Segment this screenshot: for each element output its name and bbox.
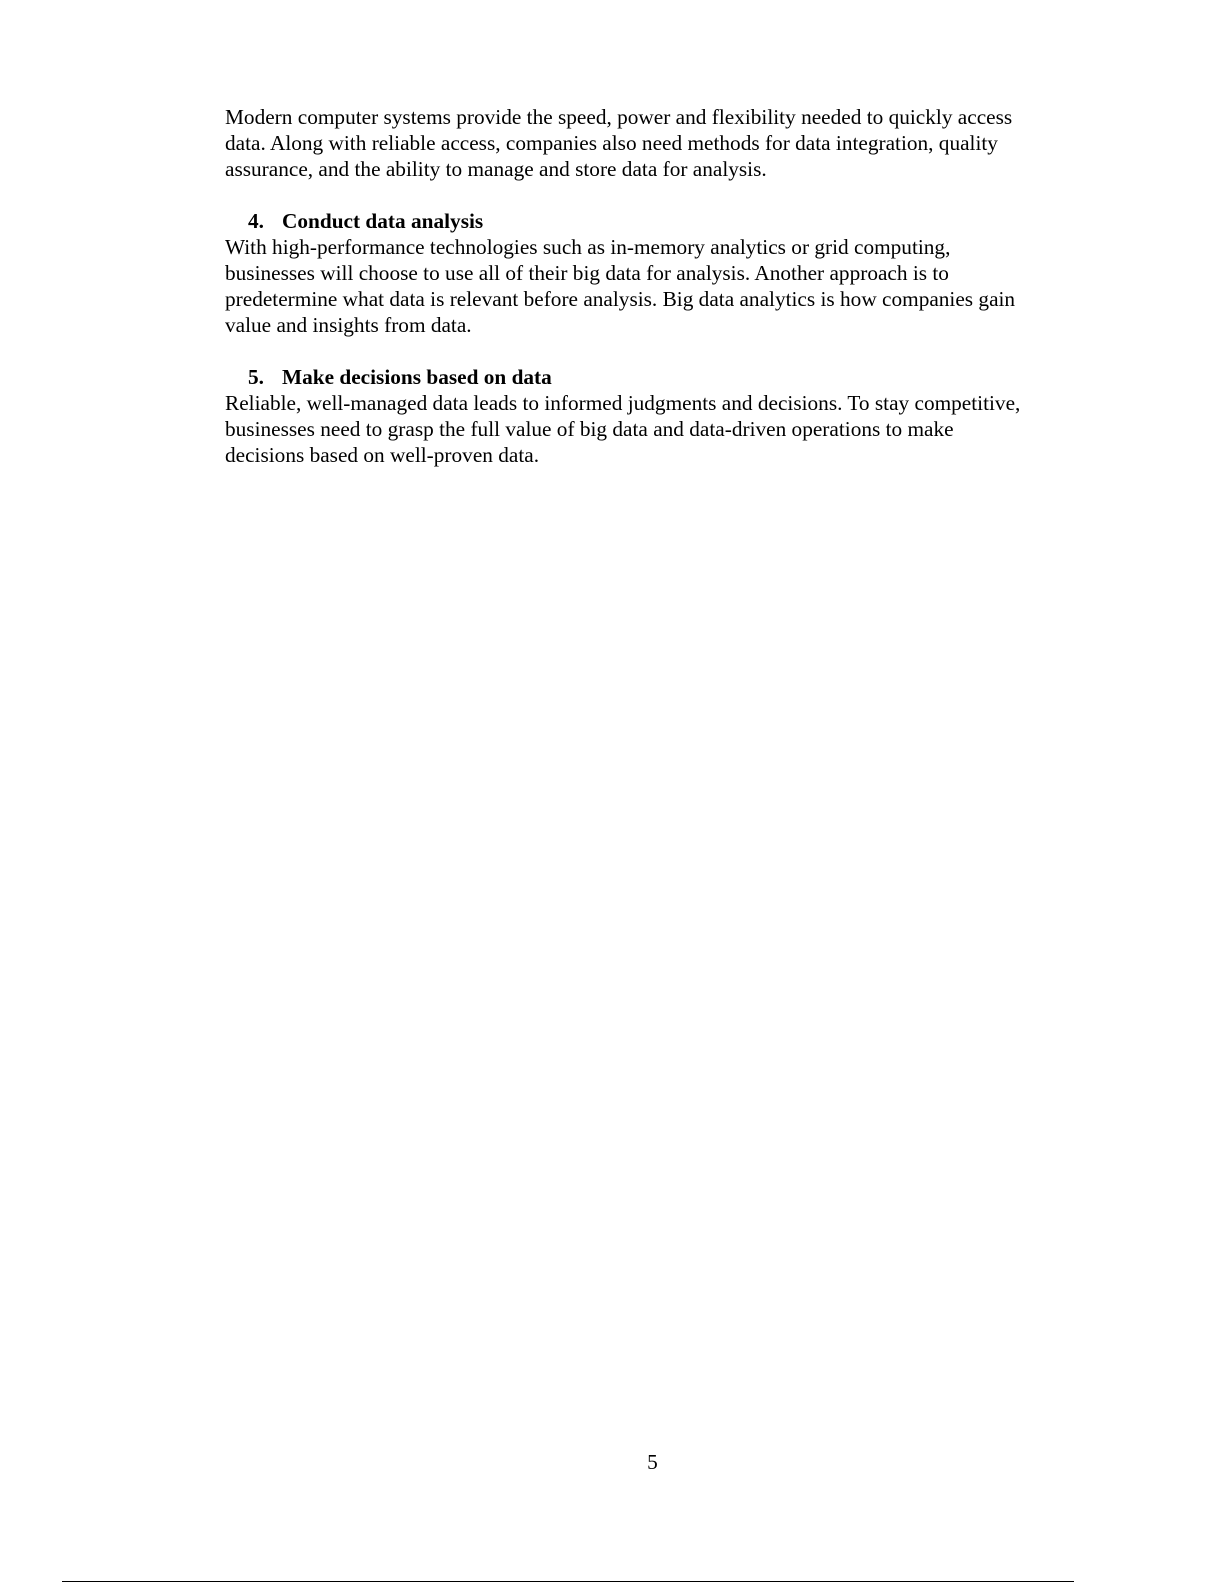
section-paragraph-make-decisions [225, 390, 1075, 468]
list-number: 5. [248, 365, 264, 389]
paragraph-line: assurance, and the ability to manage and store data for analysis. [225, 157, 767, 181]
intro-paragraph [225, 104, 1075, 182]
paragraph-line: businesses will choose to use all of their big data for analysis. Another approach is to [225, 261, 949, 285]
paragraph-line: Reliable, well-managed data leads to informed judgments and decisions. To stay competitive, [225, 391, 1021, 415]
heading-text: Conduct data analysis [282, 209, 484, 233]
section-paragraph-conduct-data-analysis [225, 234, 1075, 338]
page-bottom-divider [62, 1581, 1074, 1582]
list-number: 4. [248, 209, 264, 233]
heading-text: Make decisions based on data [282, 365, 552, 389]
paragraph-line: decisions based on well-proven data. [225, 443, 540, 467]
paragraph-line: With high-performance technologies such as in-memory analytics or grid computing, [225, 235, 951, 259]
paragraph-line: businesses need to grasp the full value of big data and data-driven operations to make [225, 417, 954, 441]
page-content [225, 104, 1075, 468]
paragraph-line: value and insights from data. [225, 313, 472, 337]
paragraph-line: predetermine what data is relevant before analysis. Big data analytics is how companies gain [225, 287, 1016, 311]
paragraph-line: data. Along with reliable access, companies also need methods for data integration, quality [225, 131, 998, 155]
paragraph-line: Modern computer systems provide the speed, power and flexibility needed to quickly access [225, 105, 1013, 129]
section-heading-make-decisions [225, 364, 1075, 390]
page-number: 5 [647, 1450, 658, 1474]
section-heading-conduct-data-analysis [225, 208, 1075, 234]
